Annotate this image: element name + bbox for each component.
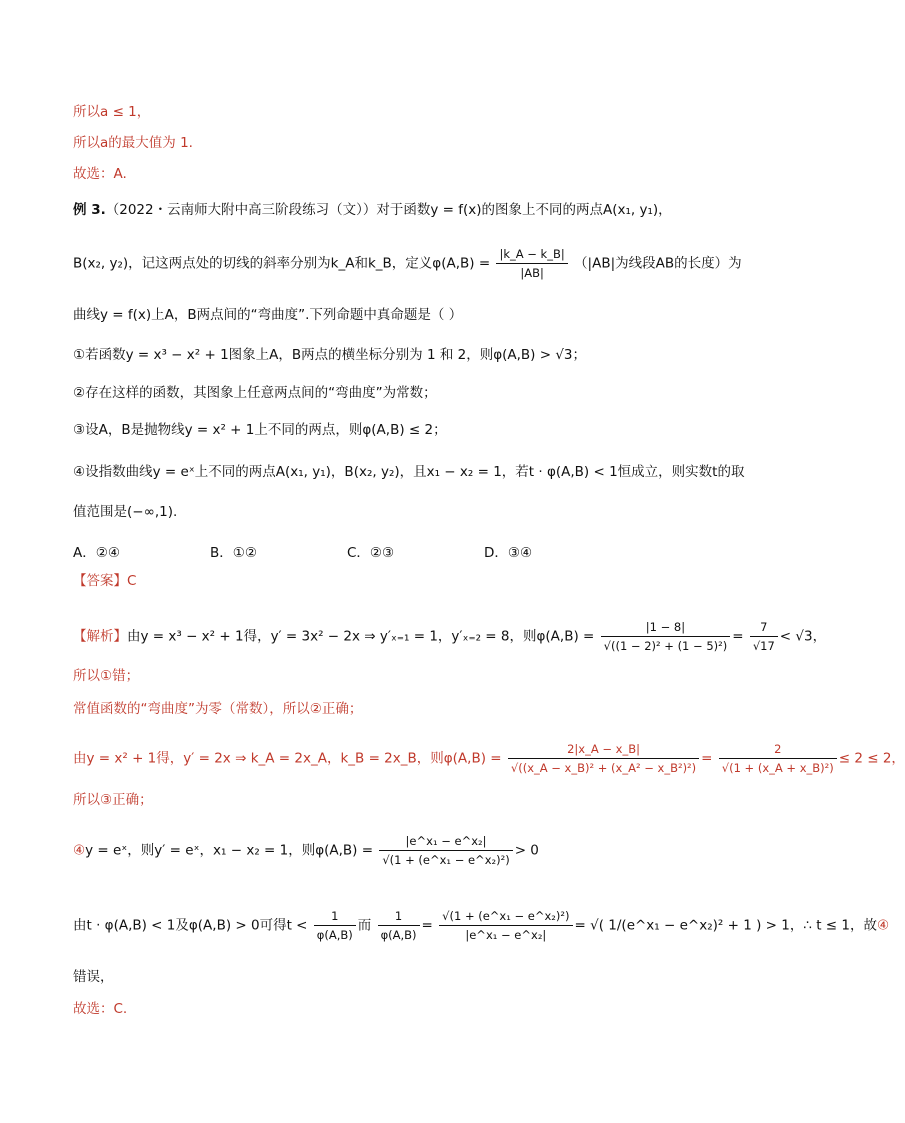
def-frac-den: |AB| [520, 266, 544, 280]
analysis-7-f1d: φ(A,B) [316, 928, 353, 942]
analysis-4-text: 由y = x² + 1得，y′ = 2x ⇒ k_A = 2x_A，k_B = 2x_B，则φ(A,B) = [73, 750, 502, 767]
proposition-4: ④设指数曲线y = eˣ上不同的两点A(x₁, y₁)，B(x₂, y₂)，且x₁ − x₂ = 1，若t · φ(A,B) < 1恒成立，则实数t的取 [73, 464, 745, 480]
analysis-line-1 [73, 618, 826, 655]
analysis-line-3: 常值函数的“弯曲度”为零（常数），所以②正确； [73, 701, 363, 717]
analysis-6-frac [379, 832, 512, 869]
analysis-6-den: √(1 + (e^x₁ − e^x₂)²) [382, 853, 510, 867]
example-3-header [73, 201, 672, 219]
option-b: B．①② [210, 545, 257, 561]
analysis-line-8: 错误， [73, 969, 114, 985]
analysis-7-mid: 而 [357, 917, 372, 934]
option-d: D．③④ [484, 545, 533, 561]
analysis-7-frac3 [439, 907, 572, 944]
example-label: 例 3. [73, 202, 106, 218]
text-line-1: 所以a ≤ 1， [73, 104, 151, 120]
analysis-4-den: √((x_A − x_B)² + (x_A² − x_B²)²) [510, 761, 697, 775]
analysis-1-den: √((1 − 2)² + (1 − 5)²) [603, 639, 728, 653]
example-3-line-3: 曲线y = f(x)上A，B两点间的“弯曲度”.下列命题中真命题是（ ） [73, 307, 463, 323]
analysis-4-end: ≤ 2 ≤ 2， [838, 750, 905, 767]
analysis-1-end: < √3， [779, 628, 827, 645]
proposition-2: ②存在这样的函数，其图象上任意两点间的“弯曲度”为常数； [73, 385, 437, 401]
analysis-7-f1n: 1 [314, 907, 356, 926]
def-text-b: （|AB|为线段AB的长度）为 [574, 255, 742, 272]
analysis-1-num: |1 − 8| [601, 618, 731, 637]
option-a: A．②④ [73, 545, 120, 561]
analysis-1-num2: 7 [750, 618, 778, 637]
analysis-4-num: 2|x_A − x_B| [508, 740, 699, 759]
analysis-tag: 【解析】 [73, 628, 127, 645]
answer-line: 【答案】C [73, 573, 137, 589]
def-frac-num: |k_A − k_B| [496, 245, 567, 264]
option-c: C．②③ [347, 545, 395, 561]
text-line-3: 故选：A. [73, 166, 127, 182]
analysis-line-4: 由y = x² + 1得，y′ = 2x ⇒ k_A = 2x_A，k_B = 2x_B，则φ(A,B) = $\frac{2|x\_A - x\_B|}{\text{√((x\_A − x\_B)² + (x\_A² − x\_B²)²)}}$ = $\frac{2}{\text{√(1 + (x\_A + x\_B)²)}}$ ≤ 2 ≤ 2， [73, 742, 905, 775]
circled-4-mark: ④ [73, 842, 86, 859]
analysis-6-end: > 0 [514, 842, 539, 859]
analysis-7-frac2 [378, 907, 420, 944]
analysis-7-frac1 [314, 907, 356, 944]
analysis-4-den2: √(1 + (x_A + x_B)²) [721, 761, 834, 775]
example-source: （2022・云南师大附中高三阶段练习（文））对于函数y = f(x)的图象上不同的两点A(x₁, y₁)， [105, 202, 672, 218]
analysis-line-6 [73, 832, 539, 869]
analysis-4-frac2 [719, 740, 837, 777]
analysis-6-num: |e^x₁ − e^x₂| [379, 832, 512, 851]
analysis-4-num2: 2 [719, 740, 837, 759]
text-line-2: 所以a的最大值为 1. [73, 135, 193, 151]
analysis-line-5: 所以③正确； [73, 792, 153, 808]
analysis-line-2: 所以①错； [73, 668, 140, 684]
analysis-7-f3n: √(1 + (e^x₁ − e^x₂)²) [439, 907, 572, 926]
proposition-1: ①若函数y = x³ − x² + 1图象上A，B两点的横坐标分别为 1 和 2，则φ(A,B) > √3； [73, 347, 587, 363]
analysis-1-eq: = [732, 628, 744, 645]
analysis-1-text: 由y = x³ − x² + 1得，y′ = 3x² − 2x ⇒ y′ₓ₌₁ = 1，y′ₓ₌₂ = 8，则φ(A,B) = [127, 628, 595, 645]
analysis-6-text: y = eˣ，则y′ = eˣ，x₁ − x₂ = 1，则φ(A,B) = [85, 842, 374, 859]
circled-4-mark-2: ④ [876, 917, 890, 934]
def-fraction [496, 245, 567, 282]
analysis-1-den2: √17 [752, 639, 775, 653]
analysis-line-7: 由t · φ(A,B) < 1及φ(A,B) > 0可得t < $\frac{1}{\varphi(A,B)}$ 而 $\frac{1}{\varphi(A,B)}$ = $\frac{\text{√(1 + (e\textasciicircum{}x₁ − e\textasciicircum{}x₂)²)}}{\text{|e\textasciicircum{}x₁ − e\textasciicircum{}x₂|}}$ = √( 1/(e^x₁ − e^x₂)² + 1 ) > 1，∴ t ≤ 1，故④ [73, 909, 890, 942]
analysis-7-f2d: φ(A,B) [380, 928, 417, 942]
analysis-line-9: 故选：C. [73, 1001, 128, 1017]
analysis-7-text: 由t · φ(A,B) < 1及φ(A,B) > 0可得t < [73, 917, 308, 934]
proposition-4-cont: 值范围是(−∞,1). [73, 504, 178, 520]
analysis-7-f2n: 1 [378, 907, 420, 926]
analysis-1-frac2 [750, 618, 778, 655]
def-text-a: B(x₂, y₂)，记这两点处的切线的斜率分别为k_A和k_B，定义φ(A,B) = [73, 255, 491, 272]
example-3-line-2 [73, 245, 742, 282]
analysis-7-root: √( 1/(e^x₁ − e^x₂)² + 1 ) > 1，∴ t ≤ 1，故 [590, 917, 877, 934]
analysis-7-f3d: |e^x₁ − e^x₂| [465, 928, 547, 942]
analysis-1-frac [601, 618, 731, 655]
analysis-4-frac [508, 740, 699, 777]
proposition-3: ③设A，B是抛物线y = x² + 1上不同的两点，则φ(A,B) ≤ 2； [73, 422, 447, 438]
